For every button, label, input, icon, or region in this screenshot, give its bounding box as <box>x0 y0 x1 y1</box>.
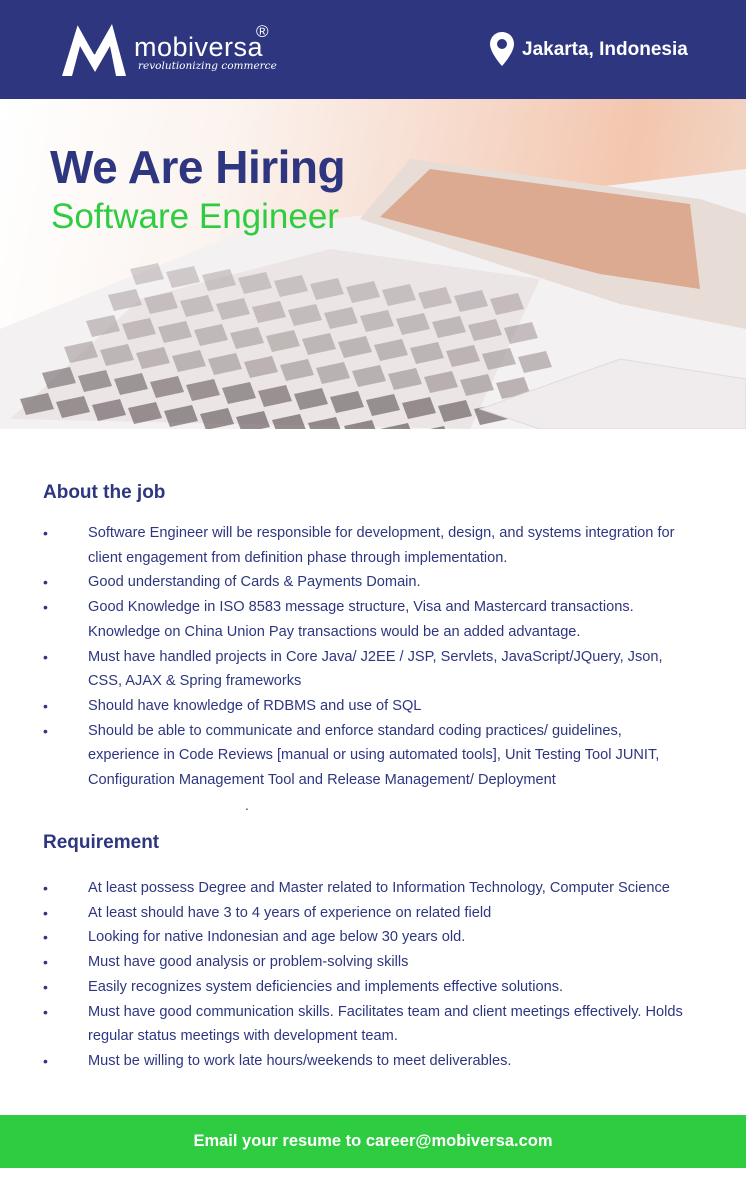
header-bar <box>0 0 746 99</box>
list-item <box>0 694 746 719</box>
list-item-text: At least possess Degree and Master related to Information Technology, Computer Science <box>88 880 670 896</box>
email-cta[interactable]: Email your resume to career@mobiversa.com <box>193 1132 553 1150</box>
list-item-text: At least should have 3 to 4 years of experience on related field <box>88 904 492 921</box>
hero-title: We Are Hiring <box>50 141 346 193</box>
requirement-list <box>0 876 746 1074</box>
list-item <box>0 570 746 595</box>
list-item-text: Must be willing to work late hours/weekends to meet deliverables. <box>88 1052 512 1069</box>
list-item-text: Good Knowledge in ISO 8583 message structure, Visa and Mastercard transactions. Knowledge on China Union Pay transactions would be an added advantage. <box>88 599 634 640</box>
bullet-icon: • <box>43 880 48 896</box>
list-item <box>0 950 746 975</box>
about-heading: About the job <box>43 482 166 503</box>
list-item <box>0 975 746 1000</box>
bullet-icon: • <box>43 599 48 616</box>
list-item-text: Must have handled projects in Core Java/ J2EE / JSP, Servlets, JavaScript/JQuery, Json, CSS, AJAX & Spring frameworks <box>88 648 663 690</box>
list-item <box>0 901 746 926</box>
list-item-text: Good understanding of Cards & Payments Domain. <box>88 574 421 591</box>
list-item-text: Software Engineer will be responsible for development, design, and systems integration for client engagement from definition phase through implementation. <box>88 525 675 566</box>
brand-name: mobiversa <box>134 32 264 62</box>
list-item <box>0 1000 746 1049</box>
list-item <box>0 521 746 570</box>
list-item <box>0 645 746 694</box>
registered-mark: ® <box>256 22 269 41</box>
bullet-icon: • <box>43 954 48 971</box>
bullet-icon: • <box>43 574 48 591</box>
brand-tagline: revolutionizing commerce <box>138 60 277 72</box>
list-item-text: Must have good communication skills. Facilitates team and client meetings effectively. Holds regular status meetings with development team. <box>88 1003 683 1045</box>
list-item-text: Should have knowledge of RDBMS and use of SQL <box>88 697 422 714</box>
about-list <box>0 521 746 793</box>
list-item <box>0 719 746 793</box>
bullet-icon: • <box>43 904 48 921</box>
list-item <box>0 876 746 901</box>
trailing-dot: . <box>245 797 249 813</box>
list-item-text: Should be able to communicate and enforce standard coding practices/ guidelines, experience in Code Reviews [manual or using automated tools], Unit Testing Tool JUNIT, Configuration Management Tool and Release Management/ Deployment <box>88 722 660 789</box>
bullet-icon: • <box>43 525 48 541</box>
location-text: Jakarta, Indonesia <box>522 39 688 60</box>
list-item-text: Easily recognizes system deficiencies and implements effective solutions. <box>88 978 564 995</box>
list-item <box>0 1049 746 1074</box>
footer-bar <box>0 1115 746 1168</box>
bullet-icon: • <box>43 722 48 739</box>
hero-banner <box>0 99 746 429</box>
map-pin-icon <box>489 31 515 67</box>
bullet-icon: • <box>43 1003 48 1020</box>
list-item-text: Must have good analysis or problem-solving skills <box>88 954 409 971</box>
list-item <box>0 925 746 950</box>
list-item <box>0 595 746 644</box>
mobiversa-logo-icon <box>60 20 130 78</box>
bullet-icon: • <box>43 697 48 714</box>
bullet-icon: • <box>43 978 48 995</box>
bullet-icon: • <box>43 648 48 665</box>
bullet-icon: • <box>43 929 48 946</box>
hero-subtitle: Software Engineer <box>51 197 339 236</box>
bullet-icon: • <box>43 1052 48 1069</box>
requirement-heading: Requirement <box>43 832 160 853</box>
list-item-text: Looking for native Indonesian and age below 30 years old. <box>88 929 466 946</box>
